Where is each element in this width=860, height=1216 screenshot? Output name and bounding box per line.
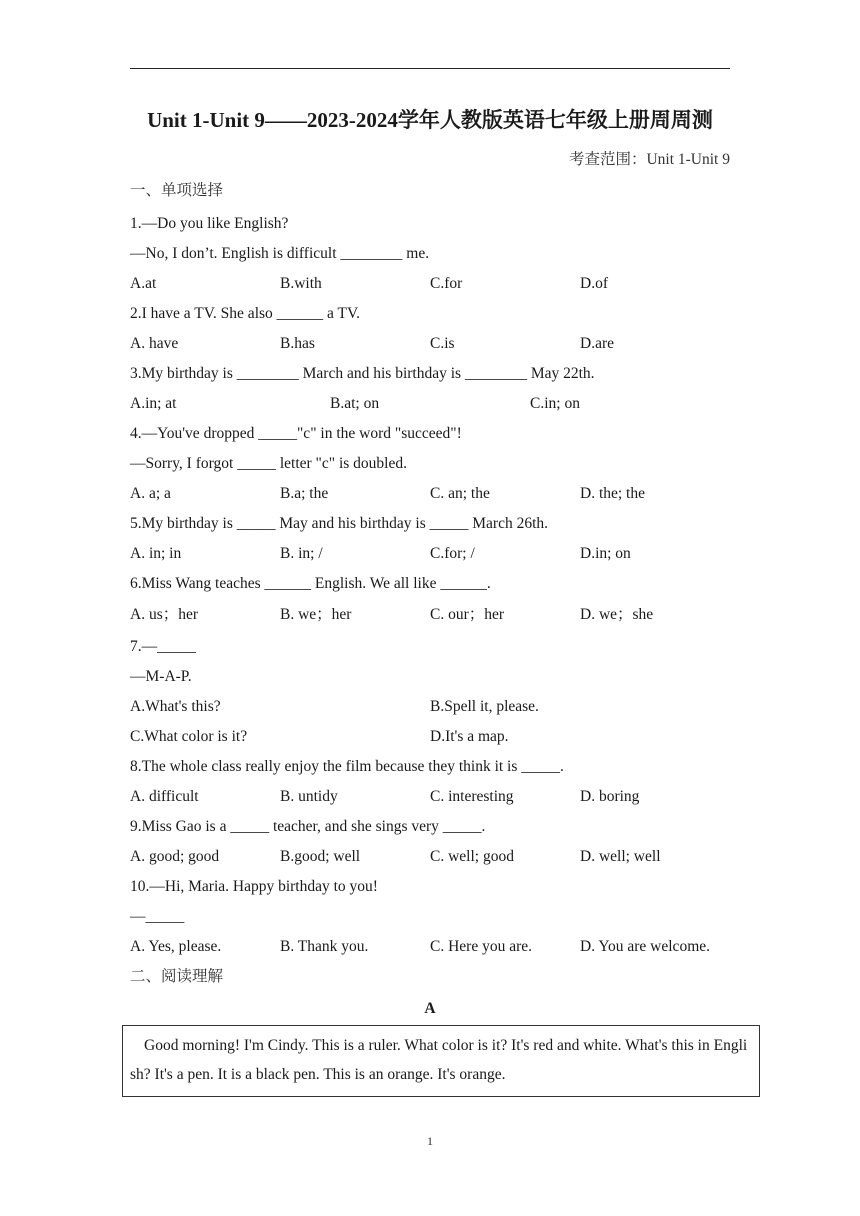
- option-b: B. Thank you.: [280, 938, 369, 955]
- question-5-options: [130, 544, 750, 564]
- question-4-options: [130, 484, 750, 504]
- option-b: B.has: [280, 335, 315, 352]
- question-1-stem-line-2: —No, I don’t. English is difficult ________ me.: [130, 245, 430, 262]
- option-b: B.good; well: [280, 848, 361, 865]
- question-4-stem-line-2: —Sorry, I forgot _____ letter "c" is doubled.: [130, 455, 407, 472]
- question-10-stem: 10.—Hi, Maria. Happy birthday to you!: [130, 878, 378, 895]
- question-10-options: [130, 937, 750, 957]
- header-rule: [130, 68, 730, 69]
- question-7-options-row-2: [130, 727, 750, 747]
- section-heading-reading: 二、阅读理解: [130, 968, 224, 985]
- option-d: D. boring: [580, 788, 640, 805]
- option-c: C. our；her: [430, 606, 505, 623]
- question-6-options: [130, 605, 750, 625]
- option-c: C.is: [430, 335, 455, 352]
- question-2-options: [130, 334, 750, 354]
- option-d: D. well; well: [580, 848, 661, 865]
- option-b: B. untidy: [280, 788, 338, 805]
- option-d: D. You are welcome.: [580, 938, 711, 955]
- option-a: A.What's this?: [130, 698, 221, 715]
- question-9-options: [130, 847, 750, 867]
- question-9-stem: 9.Miss Gao is a _____ teacher, and she sings very _____.: [130, 818, 486, 835]
- question-1-options: [130, 274, 750, 294]
- option-a: A. difficult: [130, 788, 199, 805]
- option-c: C. an; the: [430, 485, 490, 502]
- question-2-stem: 2.I have a TV. She also ______ a TV.: [130, 305, 361, 322]
- passage-label: A: [424, 1000, 436, 1017]
- question-6-stem: 6.Miss Wang teaches ______ English. We all like ______.: [130, 575, 491, 592]
- option-b: B.Spell it, please.: [430, 698, 539, 715]
- option-c: C.What color is it?: [130, 728, 248, 745]
- option-a: A. have: [130, 335, 179, 352]
- option-d: D. we；she: [580, 606, 654, 623]
- question-5-stem: 5.My birthday is _____ May and his birthday is _____ March 26th.: [130, 515, 549, 532]
- section-heading-single-choice: 一、单项选择: [130, 182, 224, 199]
- option-b: B.a; the: [280, 485, 329, 502]
- option-c: C. interesting: [430, 788, 514, 805]
- option-d: D.of: [580, 275, 608, 292]
- question-10-stem-line-2: —_____: [130, 908, 185, 925]
- question-8-options: [130, 787, 750, 807]
- option-a: A.at: [130, 275, 157, 292]
- option-a: A. in; in: [130, 545, 182, 562]
- option-b: B. we；her: [280, 606, 352, 623]
- option-c: C.in; on: [530, 395, 580, 412]
- passage-box: [122, 1025, 760, 1097]
- question-3-stem: 3.My birthday is ________ March and his birthday is ________ May 22th.: [130, 365, 595, 382]
- question-3-options: [130, 394, 750, 414]
- option-d: D.are: [580, 335, 614, 352]
- exam-scope: 考查范围：Unit 1-Unit 9: [568, 151, 730, 168]
- page-title: Unit 1-Unit 9——2023-2024学年人教版英语七年级上册周周测: [147, 108, 713, 132]
- option-c: C.for: [430, 275, 463, 292]
- option-a: A. Yes, please.: [130, 938, 222, 955]
- question-1-stem: 1.—Do you like English?: [130, 215, 289, 232]
- option-c: C. well; good: [430, 848, 514, 865]
- question-7-stem: 7.—_____: [130, 638, 196, 655]
- question-7-options-row-1: [130, 697, 750, 717]
- passage-text: Good morning! I'm Cindy. This is a ruler. What color is it? It's red and white. What's this in English? It's a pen. It is a black pen. This is an orange. It's orange.: [130, 1037, 748, 1083]
- option-d: D.It's a map.: [430, 728, 509, 745]
- question-7-stem-line-2: —M-A-P.: [130, 668, 192, 685]
- option-c: C.for; /: [430, 545, 475, 562]
- option-a: A. a; a: [130, 485, 171, 502]
- option-d: D.in; on: [580, 545, 631, 562]
- option-a: A. good; good: [130, 848, 220, 865]
- option-b: B.at; on: [330, 395, 380, 412]
- question-8-stem: 8.The whole class really enjoy the film because they think it is _____.: [130, 758, 564, 775]
- option-c: C. Here you are.: [430, 938, 532, 955]
- question-4-stem: 4.—You've dropped _____"c" in the word "succeed"!: [130, 425, 462, 442]
- option-b: B. in; /: [280, 545, 323, 562]
- option-b: B.with: [280, 275, 322, 292]
- option-a: A.in; at: [130, 395, 177, 412]
- option-a: A. us；her: [130, 606, 199, 623]
- page-number: 1: [427, 1134, 433, 1148]
- option-d: D. the; the: [580, 485, 645, 502]
